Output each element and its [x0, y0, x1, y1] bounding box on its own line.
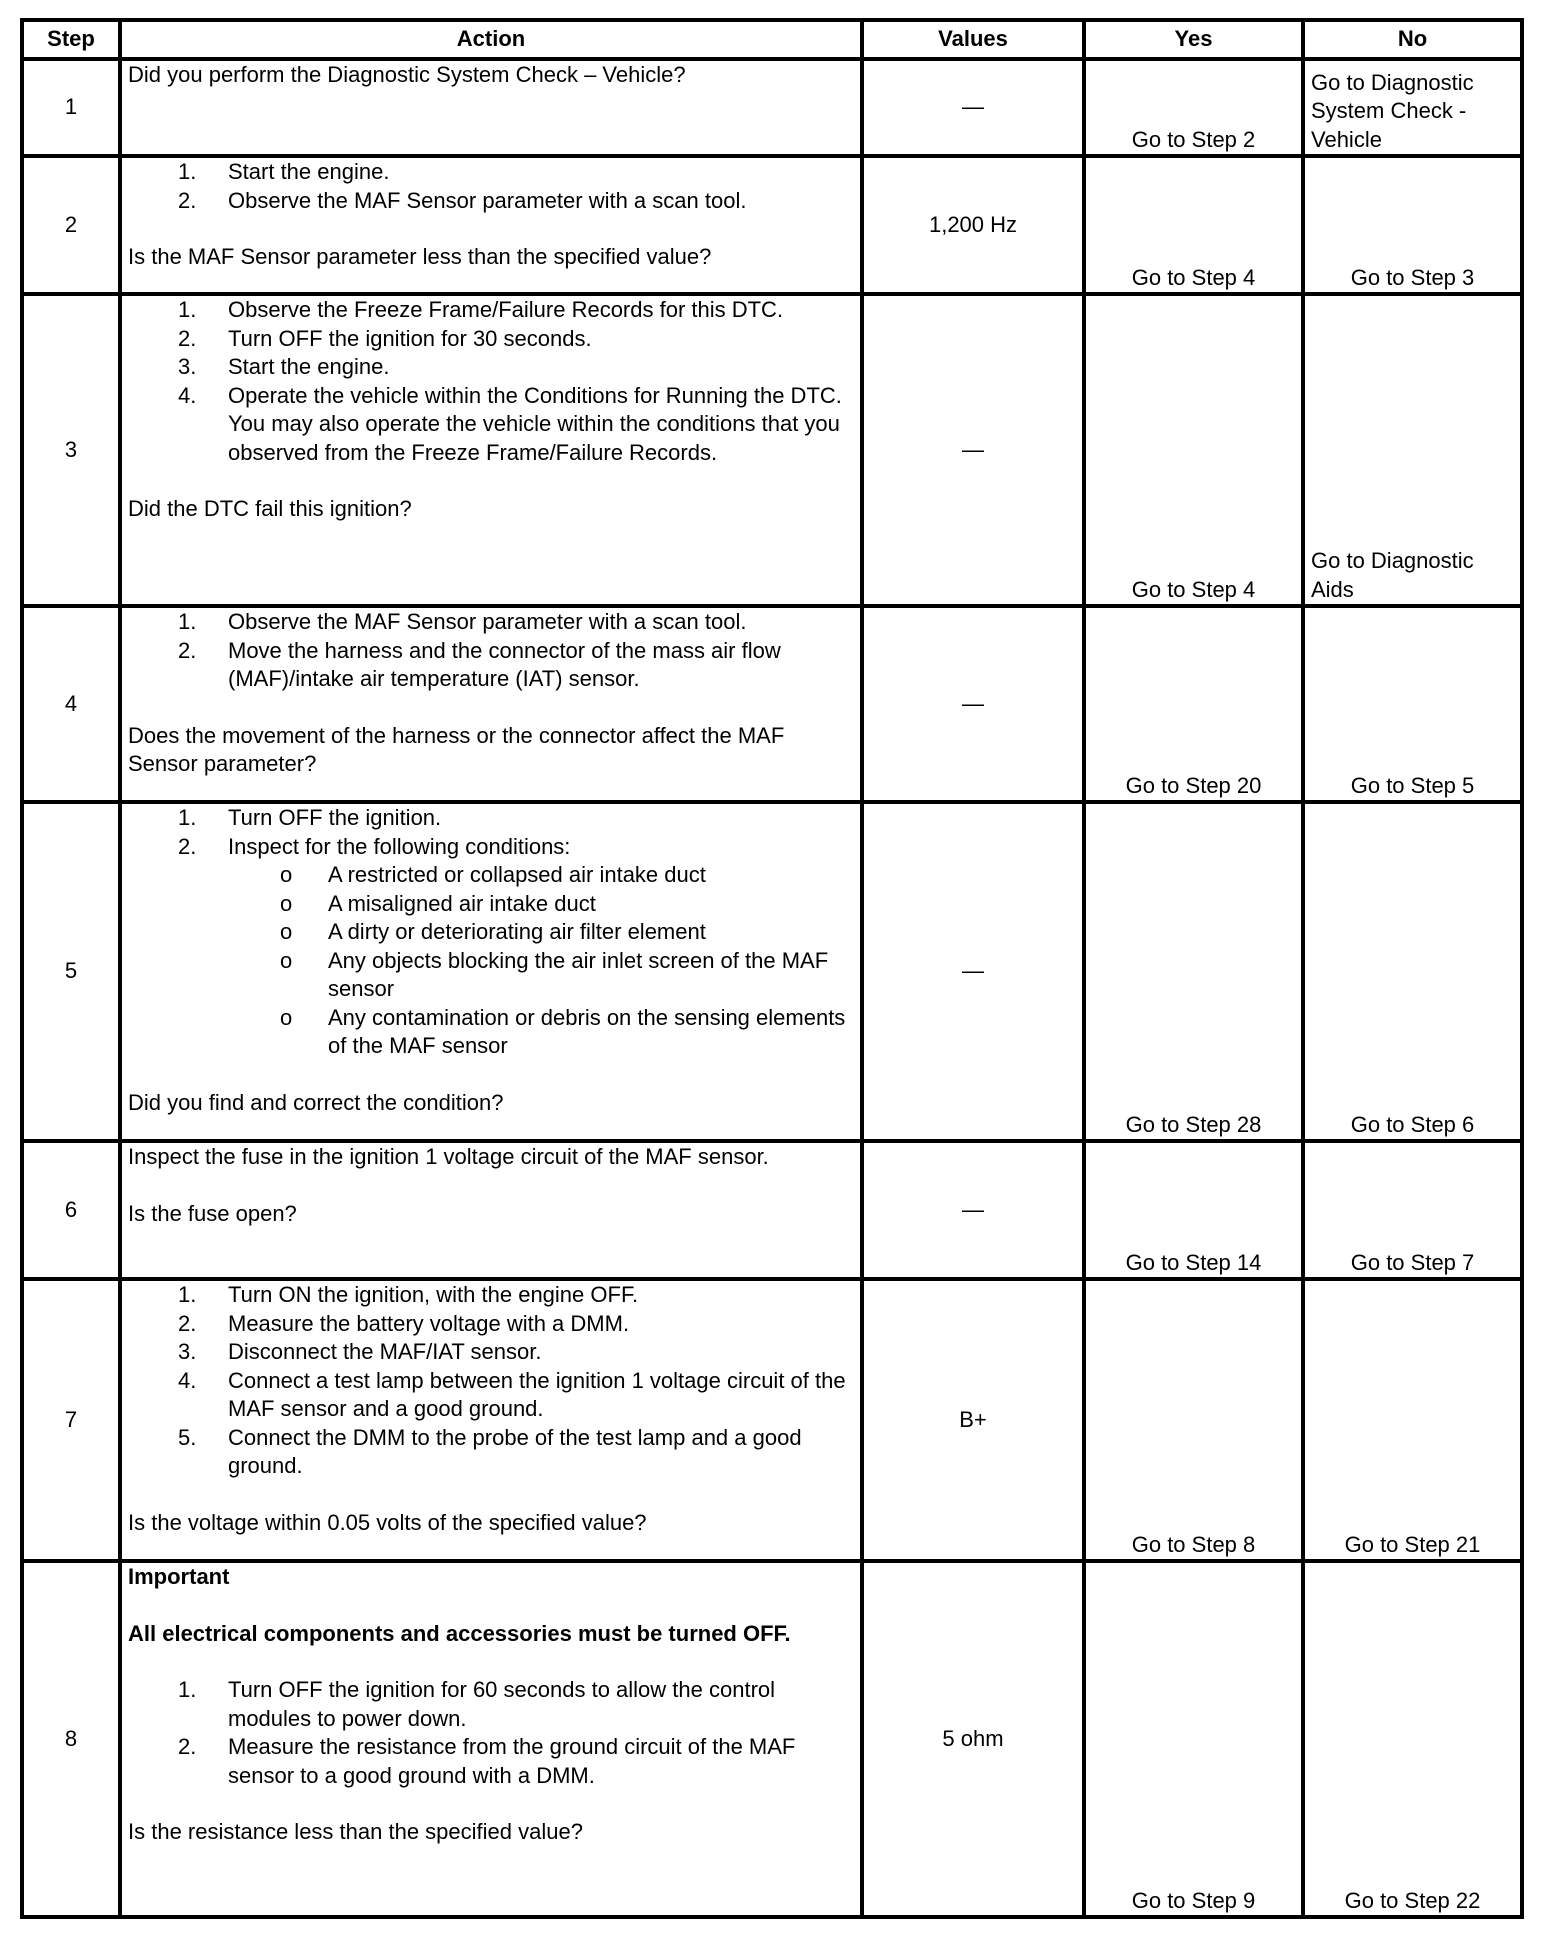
action-cell — [120, 606, 862, 802]
yes-link[interactable]: Go to Step 4 — [1084, 156, 1303, 294]
table-row — [22, 1279, 1522, 1561]
list-item: o Any contamination or debris on the sensing elements of the MAF sensor — [280, 1004, 846, 1058]
action-steps — [128, 296, 854, 467]
value-cell: — — [862, 802, 1084, 1141]
list-item: 2. Inspect for the following conditions: — [178, 833, 571, 859]
yes-link[interactable]: Go to Step 28 — [1084, 802, 1303, 1141]
action-cell — [120, 59, 862, 156]
table-row — [22, 606, 1522, 802]
value-cell: B+ — [862, 1279, 1084, 1561]
value-cell: — — [862, 59, 1084, 156]
step-number: 6 — [22, 1141, 120, 1279]
no-link[interactable]: Go to Step 3 — [1303, 156, 1522, 294]
important-note: All electrical components and accessories must be turned OFF. — [128, 1620, 791, 1646]
table-row — [22, 156, 1522, 294]
list-item: 1. Turn OFF the ignition for 60 seconds to allow the control modules to power down. — [178, 1677, 776, 1731]
table-row — [22, 294, 1522, 606]
header-no: No — [1303, 20, 1522, 59]
list-item: o A dirty or deteriorating air filter element — [280, 919, 706, 944]
step-number: 5 — [22, 802, 120, 1141]
yes-link[interactable]: Go to Step 4 — [1084, 294, 1303, 606]
list-item: 5. Connect the DMM to the probe of the test lamp and a good ground. — [178, 1424, 802, 1478]
yes-link[interactable]: Go to Step 20 — [1084, 606, 1303, 802]
table-row — [22, 1561, 1522, 1917]
action-cell — [120, 1561, 862, 1917]
table-row — [22, 802, 1522, 1141]
no-link[interactable]: Go to Step 21 — [1303, 1279, 1522, 1561]
header-action: Action — [120, 20, 862, 59]
list-item: 2. Turn OFF the ignition for 30 seconds. — [178, 325, 592, 351]
list-item: 1. Observe the MAF Sensor parameter with a scan tool. — [178, 609, 747, 634]
header-yes: Yes — [1084, 20, 1303, 59]
list-item: 1. Start the engine. — [178, 159, 390, 184]
list-item: 1. Turn ON the ignition, with the engine OFF. — [178, 1282, 639, 1307]
action-steps — [128, 1281, 854, 1481]
yes-link[interactable]: Go to Step 2 — [1084, 59, 1303, 156]
list-item: 1. Observe the Freeze Frame/Failure Records for this DTC. — [178, 297, 784, 322]
diagnostic-table — [20, 18, 1524, 1919]
condition-list — [128, 861, 854, 1061]
no-link[interactable]: Go to Step 5 — [1303, 606, 1522, 802]
step-number: 4 — [22, 606, 120, 802]
action-cell — [120, 1279, 862, 1561]
action-question: Does the movement of the harness or the connector affect the MAF Sensor parameter? — [128, 722, 785, 776]
action-steps — [128, 804, 854, 861]
action-question: Did the DTC fail this ignition? — [128, 496, 412, 521]
list-item: 2. Observe the MAF Sensor parameter with a scan tool. — [178, 187, 747, 213]
list-item: o A restricted or collapsed air intake duct — [280, 862, 706, 887]
no-link[interactable]: Go to Step 6 — [1303, 802, 1522, 1141]
no-link[interactable]: Go to Diagnostic System Check - Vehicle — [1303, 59, 1522, 156]
action-question: Is the fuse open? — [128, 1200, 297, 1226]
action-steps — [128, 158, 854, 215]
list-item: o Any objects blocking the air inlet screen of the MAF sensor — [280, 947, 829, 1001]
header-values: Values — [862, 20, 1084, 59]
list-item: 2. Measure the battery voltage with a DMM. — [178, 1310, 630, 1336]
list-item: 3. Disconnect the MAF/IAT sensor. — [178, 1339, 542, 1364]
action-question: Is the MAF Sensor parameter less than the specified value? — [128, 244, 712, 269]
action-instruction: Inspect the fuse in the ignition 1 voltage circuit of the MAF sensor. — [128, 1144, 769, 1169]
action-question: Did you perform the Diagnostic System Check – Vehicle? — [128, 62, 686, 87]
header-step: Step — [22, 20, 120, 59]
important-title: Important — [128, 1564, 230, 1589]
action-question: Is the voltage within 0.05 volts of the specified value? — [128, 1509, 647, 1535]
no-link[interactable]: Go to Step 7 — [1303, 1141, 1522, 1279]
table-row — [22, 1141, 1522, 1279]
action-question: Did you find and correct the condition? — [128, 1089, 504, 1115]
action-cell — [120, 802, 862, 1141]
step-number: 2 — [22, 156, 120, 294]
action-cell — [120, 1141, 862, 1279]
no-link[interactable]: Go to Diagnostic Aids — [1303, 294, 1522, 606]
value-cell: 1,200 Hz — [862, 156, 1084, 294]
value-cell: — — [862, 294, 1084, 606]
step-number: 3 — [22, 294, 120, 606]
action-cell — [120, 294, 862, 606]
yes-link[interactable]: Go to Step 9 — [1084, 1561, 1303, 1917]
yes-link[interactable]: Go to Step 8 — [1084, 1279, 1303, 1561]
step-number: 7 — [22, 1279, 120, 1561]
action-cell — [120, 156, 862, 294]
list-item: 3. Start the engine. — [178, 354, 390, 379]
list-item: 2. Move the harness and the connector of the mass air flow (MAF)/intake air temperature (IAT) sensor. — [178, 637, 781, 691]
step-number: 1 — [22, 59, 120, 156]
action-steps — [128, 1676, 854, 1790]
yes-link[interactable]: Go to Step 14 — [1084, 1141, 1303, 1279]
value-cell: — — [862, 606, 1084, 802]
action-question: Is the resistance less than the specified value? — [128, 1819, 583, 1844]
value-cell: 5 ohm — [862, 1561, 1084, 1917]
table-row — [22, 59, 1522, 156]
action-steps — [128, 608, 854, 694]
list-item: 1. Turn OFF the ignition. — [178, 805, 442, 830]
list-item: 4. Operate the vehicle within the Conditions for Running the DTC. You may also operate the vehicle within the conditions that you observed from the Freeze Frame/Failure Records. — [178, 382, 842, 465]
list-item: o A misaligned air intake duct — [280, 890, 596, 916]
list-item: 4. Connect a test lamp between the ignition 1 voltage circuit of the MAF sensor and a good ground. — [178, 1367, 846, 1421]
list-item: 2. Measure the resistance from the ground circuit of the MAF sensor to a good ground with a DMM. — [178, 1734, 796, 1788]
value-cell: — — [862, 1141, 1084, 1279]
no-link[interactable]: Go to Step 22 — [1303, 1561, 1522, 1917]
header-row — [22, 20, 1522, 59]
step-number: 8 — [22, 1561, 120, 1917]
